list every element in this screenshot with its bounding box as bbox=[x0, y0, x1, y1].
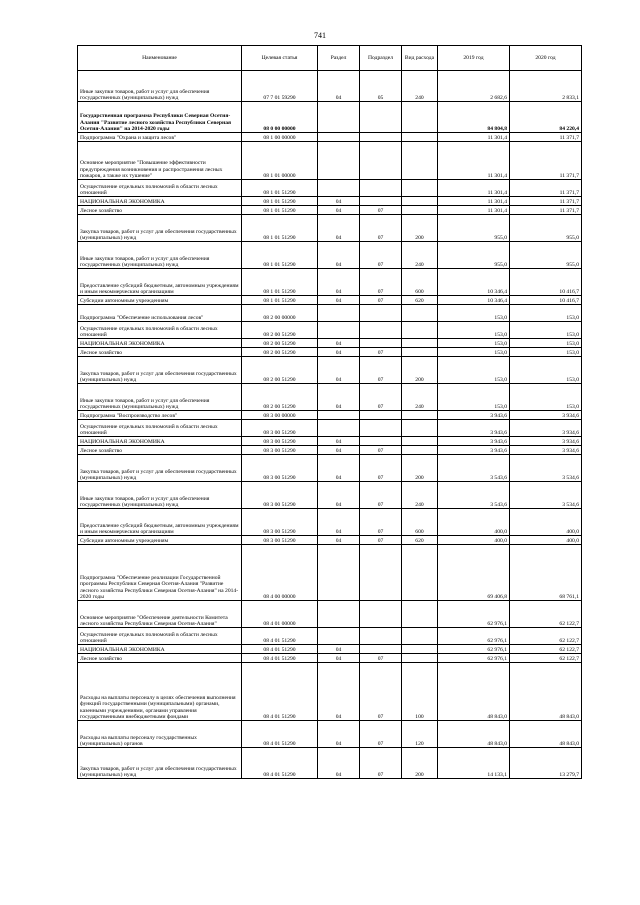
cell-podrazdel bbox=[360, 601, 402, 628]
cell-name: НАЦИОНАЛЬНАЯ ЭКОНОМИКА bbox=[78, 339, 242, 348]
cell-name: Лесное хозяйство bbox=[78, 654, 242, 663]
cell-podrazdel bbox=[360, 411, 402, 420]
table-row bbox=[78, 242, 582, 269]
cell-2019: 153,0 bbox=[438, 339, 510, 348]
cell-podrazdel: 07 bbox=[360, 357, 402, 384]
cell-razdel: 04 bbox=[318, 446, 360, 455]
cell-2020: 11 371,7 bbox=[510, 180, 582, 197]
cell-2020: 400,0 bbox=[510, 509, 582, 536]
cell-name: Лесное хозяйство bbox=[78, 348, 242, 357]
table-row bbox=[78, 420, 582, 437]
cell-name: Подпрограмма "Охрана и защита лесов" bbox=[78, 133, 242, 142]
cell-code: 08 1 01 51290 bbox=[242, 197, 318, 206]
cell-name: Основное мероприятие "Обеспечение деятельности Комитета лесного хозяйства Республики Северная Осетия-Алания" bbox=[78, 601, 242, 628]
cell-2020: 153,0 bbox=[510, 384, 582, 411]
cell-2019: 48 843,0 bbox=[438, 663, 510, 721]
cell-2019: 153,0 bbox=[438, 348, 510, 357]
cell-2020: 153,0 bbox=[510, 357, 582, 384]
cell-2020: 955,0 bbox=[510, 242, 582, 269]
cell-2019: 10 346,4 bbox=[438, 296, 510, 305]
cell-razdel bbox=[318, 628, 360, 645]
cell-podrazdel bbox=[360, 305, 402, 322]
table-row bbox=[78, 509, 582, 536]
cell-razdel: 04 bbox=[318, 242, 360, 269]
cell-2020: 10 416,7 bbox=[510, 296, 582, 305]
cell-2020: 3 934,6 bbox=[510, 420, 582, 437]
cell-vid bbox=[402, 102, 438, 133]
cell-2019: 69 406,8 bbox=[438, 545, 510, 601]
table-row bbox=[78, 482, 582, 509]
cell-code: 08 2 00 51290 bbox=[242, 322, 318, 339]
cell-name: Иные закупки товаров, работ и услуг для обеспечения государственных (муниципальных) нужд bbox=[78, 384, 242, 411]
table-row bbox=[78, 305, 582, 322]
header-2020: 2020 год bbox=[510, 46, 582, 71]
cell-2019: 153,0 bbox=[438, 384, 510, 411]
table-body bbox=[78, 71, 582, 779]
cell-2020: 153,0 bbox=[510, 322, 582, 339]
cell-name: Субсидии автономным учреждениям bbox=[78, 296, 242, 305]
cell-razdel bbox=[318, 322, 360, 339]
cell-2019: 11 301,4 bbox=[438, 142, 510, 180]
cell-razdel: 04 bbox=[318, 206, 360, 215]
cell-vid bbox=[402, 420, 438, 437]
cell-2020: 3 934,6 bbox=[510, 411, 582, 420]
cell-code: 08 1 00 00000 bbox=[242, 133, 318, 142]
table-row bbox=[78, 180, 582, 197]
cell-code: 08 1 01 00000 bbox=[242, 142, 318, 180]
cell-podrazdel: 07 bbox=[360, 446, 402, 455]
cell-2019: 955,0 bbox=[438, 242, 510, 269]
cell-podrazdel: 07 bbox=[360, 663, 402, 721]
cell-2019: 3 943,6 bbox=[438, 420, 510, 437]
table-row bbox=[78, 536, 582, 545]
cell-razdel: 04 bbox=[318, 197, 360, 206]
cell-razdel bbox=[318, 142, 360, 180]
table-row bbox=[78, 645, 582, 654]
cell-vid bbox=[402, 437, 438, 446]
cell-name: Закупка товаров, работ и услуг для обеспечения государственных (муниципальных) нужд bbox=[78, 455, 242, 482]
cell-2019: 11 301,4 bbox=[438, 206, 510, 215]
cell-podrazdel: 07 bbox=[360, 748, 402, 779]
table-row bbox=[78, 215, 582, 242]
table-row bbox=[78, 348, 582, 357]
cell-razdel bbox=[318, 133, 360, 142]
cell-code: 08 4 01 51290 bbox=[242, 748, 318, 779]
table-row bbox=[78, 269, 582, 296]
table-row bbox=[78, 102, 582, 133]
cell-2019: 10 346,4 bbox=[438, 269, 510, 296]
cell-podrazdel bbox=[360, 180, 402, 197]
cell-code: 08 3 00 51290 bbox=[242, 455, 318, 482]
cell-2020: 48 843,0 bbox=[510, 663, 582, 721]
cell-2020: 11 371,7 bbox=[510, 197, 582, 206]
cell-code: 08 4 01 51290 bbox=[242, 645, 318, 654]
cell-name: Иные закупки товаров, работ и услуг для обеспечения государственных (муниципальных) нужд bbox=[78, 242, 242, 269]
cell-podrazdel: 07 bbox=[360, 348, 402, 357]
cell-vid bbox=[402, 446, 438, 455]
cell-razdel: 04 bbox=[318, 645, 360, 654]
table-row bbox=[78, 663, 582, 721]
cell-2020: 400,0 bbox=[510, 536, 582, 545]
table-row bbox=[78, 601, 582, 628]
cell-name: Закупка товаров, работ и услуг для обеспечения государственных (муниципальных) нужд bbox=[78, 357, 242, 384]
cell-code: 08 1 01 51290 bbox=[242, 296, 318, 305]
cell-2019: 3 543,6 bbox=[438, 455, 510, 482]
cell-podrazdel bbox=[360, 322, 402, 339]
cell-code: 08 3 00 51290 bbox=[242, 446, 318, 455]
cell-code: 08 3 00 51290 bbox=[242, 437, 318, 446]
cell-podrazdel bbox=[360, 142, 402, 180]
cell-razdel: 04 bbox=[318, 357, 360, 384]
cell-code: 08 3 00 51290 bbox=[242, 536, 318, 545]
cell-razdel: 04 bbox=[318, 455, 360, 482]
cell-code: 08 1 01 51290 bbox=[242, 242, 318, 269]
cell-2019: 153,0 bbox=[438, 322, 510, 339]
cell-vid bbox=[402, 197, 438, 206]
cell-razdel: 04 bbox=[318, 536, 360, 545]
cell-2019: 62 976,1 bbox=[438, 645, 510, 654]
table-row bbox=[78, 721, 582, 748]
cell-code: 08 4 01 51290 bbox=[242, 628, 318, 645]
cell-podrazdel bbox=[360, 102, 402, 133]
table-header bbox=[78, 46, 582, 71]
table-row bbox=[78, 455, 582, 482]
cell-vid bbox=[402, 654, 438, 663]
cell-2020: 955,0 bbox=[510, 215, 582, 242]
cell-name: Подпрограмма "Обеспечение использования лесов" bbox=[78, 305, 242, 322]
cell-name: НАЦИОНАЛЬНАЯ ЭКОНОМИКА bbox=[78, 645, 242, 654]
cell-2020: 11 371,7 bbox=[510, 142, 582, 180]
cell-vid bbox=[402, 180, 438, 197]
cell-code: 08 2 00 51290 bbox=[242, 339, 318, 348]
cell-razdel bbox=[318, 180, 360, 197]
cell-name: Лесное хозяйство bbox=[78, 206, 242, 215]
cell-vid: 240 bbox=[402, 71, 438, 102]
cell-vid bbox=[402, 348, 438, 357]
table-row bbox=[78, 411, 582, 420]
table-row bbox=[78, 339, 582, 348]
cell-vid bbox=[402, 133, 438, 142]
cell-name: Иные закупки товаров, работ и услуг для обеспечения государственных (муниципальных) нужд bbox=[78, 482, 242, 509]
cell-code: 08 4 01 51290 bbox=[242, 721, 318, 748]
cell-name: Осуществление отдельных полномочий в области лесных отношений bbox=[78, 322, 242, 339]
cell-razdel: 04 bbox=[318, 748, 360, 779]
cell-code: 08 2 00 51290 bbox=[242, 384, 318, 411]
cell-name: Основное мероприятие "Повышение эффективности предупреждения возникновения и распространения лесных пожаров, а также их тушение" bbox=[78, 142, 242, 180]
cell-code: 08 3 00 51290 bbox=[242, 420, 318, 437]
cell-vid bbox=[402, 601, 438, 628]
cell-2019: 3 543,6 bbox=[438, 482, 510, 509]
cell-name: Закупка товаров, работ и услуг для обеспечения государственных (муниципальных) нужд bbox=[78, 215, 242, 242]
cell-name: Закупка товаров, работ и услуг для обеспечения государственных (муниципальных) нужд bbox=[78, 748, 242, 779]
cell-razdel: 04 bbox=[318, 71, 360, 102]
cell-podrazdel: 07 bbox=[360, 455, 402, 482]
cell-vid: 240 bbox=[402, 482, 438, 509]
table-row bbox=[78, 654, 582, 663]
cell-2020: 3 934,6 bbox=[510, 446, 582, 455]
table-row bbox=[78, 206, 582, 215]
table-row bbox=[78, 296, 582, 305]
cell-name: НАЦИОНАЛЬНАЯ ЭКОНОМИКА bbox=[78, 437, 242, 446]
cell-2020: 62 122,7 bbox=[510, 601, 582, 628]
cell-podrazdel bbox=[360, 197, 402, 206]
cell-code: 08 1 01 51290 bbox=[242, 180, 318, 197]
cell-code: 08 2 00 51290 bbox=[242, 348, 318, 357]
cell-2020: 68 761,1 bbox=[510, 545, 582, 601]
cell-razdel: 04 bbox=[318, 509, 360, 536]
cell-code: 08 0 00 00000 bbox=[242, 102, 318, 133]
cell-code: 07 7 01 59290 bbox=[242, 71, 318, 102]
cell-vid bbox=[402, 339, 438, 348]
cell-name: Подпрограмма "Воспроизводство лесов" bbox=[78, 411, 242, 420]
cell-razdel: 04 bbox=[318, 339, 360, 348]
cell-razdel: 04 bbox=[318, 721, 360, 748]
cell-2020: 3 934,6 bbox=[510, 437, 582, 446]
table-row bbox=[78, 197, 582, 206]
cell-vid: 100 bbox=[402, 663, 438, 721]
cell-code: 08 1 01 51290 bbox=[242, 206, 318, 215]
cell-2019: 3 943,6 bbox=[438, 446, 510, 455]
cell-2019: 153,0 bbox=[438, 305, 510, 322]
cell-code: 08 3 00 00000 bbox=[242, 411, 318, 420]
cell-razdel: 04 bbox=[318, 215, 360, 242]
table-row bbox=[78, 545, 582, 601]
budget-table bbox=[77, 45, 582, 779]
cell-2020: 10 416,7 bbox=[510, 269, 582, 296]
table-row bbox=[78, 384, 582, 411]
cell-razdel bbox=[318, 545, 360, 601]
cell-podrazdel bbox=[360, 420, 402, 437]
cell-name: НАЦИОНАЛЬНАЯ ЭКОНОМИКА bbox=[78, 197, 242, 206]
cell-2019: 3 943,6 bbox=[438, 437, 510, 446]
cell-razdel bbox=[318, 601, 360, 628]
cell-2020: 153,0 bbox=[510, 305, 582, 322]
header-2019: 2019 год bbox=[438, 46, 510, 71]
table-row bbox=[78, 628, 582, 645]
cell-2020: 3 534,6 bbox=[510, 455, 582, 482]
header-podrazdel: Подраздел bbox=[360, 46, 402, 71]
cell-podrazdel bbox=[360, 133, 402, 142]
cell-name: Предоставление субсидий бюджетным, автономным учреждениям и иным некоммерческим организациям bbox=[78, 509, 242, 536]
cell-name: Осуществление отдельных полномочий в области лесных отношений bbox=[78, 420, 242, 437]
cell-podrazdel bbox=[360, 645, 402, 654]
cell-razdel bbox=[318, 102, 360, 133]
cell-2020: 2 833,1 bbox=[510, 71, 582, 102]
header-name: Наименование bbox=[78, 46, 242, 71]
cell-podrazdel: 07 bbox=[360, 269, 402, 296]
cell-code: 08 2 00 00000 bbox=[242, 305, 318, 322]
cell-podrazdel: 05 bbox=[360, 71, 402, 102]
cell-name: Иные закупки товаров, работ и услуг для обеспечения государственных (муниципальных) нужд bbox=[78, 71, 242, 102]
cell-name: Подпрограмма "Обеспечение реализации Государственной программы Республики Северная Осетия-Алания "Развитие лесного хозяйства Республики Северная Осетия-Алания" на 2014-2020 годы bbox=[78, 545, 242, 601]
cell-2019: 62 976,1 bbox=[438, 601, 510, 628]
cell-code: 08 1 01 51290 bbox=[242, 215, 318, 242]
cell-vid bbox=[402, 411, 438, 420]
cell-vid: 200 bbox=[402, 357, 438, 384]
cell-2020: 11 371,7 bbox=[510, 133, 582, 142]
cell-2019: 955,0 bbox=[438, 215, 510, 242]
cell-2019: 11 301,4 bbox=[438, 197, 510, 206]
cell-razdel: 04 bbox=[318, 482, 360, 509]
cell-razdel bbox=[318, 305, 360, 322]
cell-razdel: 04 bbox=[318, 384, 360, 411]
cell-razdel: 04 bbox=[318, 663, 360, 721]
cell-vid bbox=[402, 628, 438, 645]
cell-name: Лесное хозяйство bbox=[78, 446, 242, 455]
cell-2019: 62 976,1 bbox=[438, 628, 510, 645]
cell-vid bbox=[402, 305, 438, 322]
cell-vid bbox=[402, 322, 438, 339]
cell-vid: 120 bbox=[402, 721, 438, 748]
header-razdel: Раздел bbox=[318, 46, 360, 71]
cell-code: 08 4 00 00000 bbox=[242, 545, 318, 601]
cell-2019: 84 804,8 bbox=[438, 102, 510, 133]
table-row bbox=[78, 322, 582, 339]
cell-2020: 13 279,7 bbox=[510, 748, 582, 779]
table-row bbox=[78, 357, 582, 384]
header-code: Целевая статья bbox=[242, 46, 318, 71]
cell-razdel bbox=[318, 411, 360, 420]
cell-2019: 2 682,6 bbox=[438, 71, 510, 102]
cell-razdel: 04 bbox=[318, 437, 360, 446]
cell-2020: 84 220,4 bbox=[510, 102, 582, 133]
cell-vid bbox=[402, 545, 438, 601]
cell-podrazdel bbox=[360, 628, 402, 645]
cell-name: Субсидии автономным учреждениям bbox=[78, 536, 242, 545]
cell-razdel: 04 bbox=[318, 269, 360, 296]
cell-razdel bbox=[318, 420, 360, 437]
cell-name: Государственная программа Республики Северная Осетия-Алания "Развитие лесного хозяйства Республики Северная Осетия-Алания" на 2014-2020 годы bbox=[78, 102, 242, 133]
cell-code: 08 4 01 51290 bbox=[242, 654, 318, 663]
cell-2019: 62 976,1 bbox=[438, 654, 510, 663]
cell-vid: 600 bbox=[402, 509, 438, 536]
cell-vid bbox=[402, 645, 438, 654]
cell-vid bbox=[402, 206, 438, 215]
cell-vid: 620 bbox=[402, 296, 438, 305]
table-row bbox=[78, 446, 582, 455]
cell-vid bbox=[402, 142, 438, 180]
cell-vid: 240 bbox=[402, 242, 438, 269]
cell-name: Осуществление отдельных полномочий в области лесных отношений bbox=[78, 180, 242, 197]
cell-podrazdel: 07 bbox=[360, 721, 402, 748]
table-row bbox=[78, 142, 582, 180]
cell-2019: 153,0 bbox=[438, 357, 510, 384]
cell-podrazdel bbox=[360, 437, 402, 446]
cell-2020: 62 122,7 bbox=[510, 628, 582, 645]
cell-2020: 3 534,6 bbox=[510, 482, 582, 509]
cell-2019: 11 301,4 bbox=[438, 133, 510, 142]
cell-code: 08 4 01 51290 bbox=[242, 663, 318, 721]
table-row bbox=[78, 71, 582, 102]
cell-2019: 400,0 bbox=[438, 509, 510, 536]
cell-vid: 200 bbox=[402, 748, 438, 779]
cell-name: Осуществление отдельных полномочий в области лесных отношений bbox=[78, 628, 242, 645]
cell-vid: 240 bbox=[402, 384, 438, 411]
cell-name: Расходы на выплаты персоналу в целях обеспечения выполнения функций государственными (муниципальными) органами, казенными учреждениями, органами управления государственными внебюджетными фондами bbox=[78, 663, 242, 721]
cell-2019: 400,0 bbox=[438, 536, 510, 545]
cell-podrazdel: 07 bbox=[360, 536, 402, 545]
cell-2020: 62 122,7 bbox=[510, 654, 582, 663]
cell-podrazdel: 07 bbox=[360, 206, 402, 215]
cell-podrazdel: 07 bbox=[360, 296, 402, 305]
cell-2019: 14 133,1 bbox=[438, 748, 510, 779]
cell-podrazdel: 07 bbox=[360, 509, 402, 536]
cell-razdel: 04 bbox=[318, 296, 360, 305]
cell-vid: 600 bbox=[402, 269, 438, 296]
table-row bbox=[78, 437, 582, 446]
cell-2020: 153,0 bbox=[510, 348, 582, 357]
cell-razdel: 04 bbox=[318, 654, 360, 663]
cell-razdel: 04 bbox=[318, 348, 360, 357]
cell-code: 08 1 01 51290 bbox=[242, 269, 318, 296]
cell-podrazdel: 07 bbox=[360, 215, 402, 242]
table-row bbox=[78, 748, 582, 779]
page-number: 741 bbox=[314, 31, 326, 40]
cell-code: 08 4 01 00000 bbox=[242, 601, 318, 628]
cell-podrazdel: 07 bbox=[360, 384, 402, 411]
header-vid: Вид расхода bbox=[402, 46, 438, 71]
cell-code: 08 3 00 51290 bbox=[242, 509, 318, 536]
cell-2020: 153,0 bbox=[510, 339, 582, 348]
cell-2019: 11 301,4 bbox=[438, 180, 510, 197]
cell-name: Предоставление субсидий бюджетным, автономным учреждениям и иным некоммерческим организациям bbox=[78, 269, 242, 296]
cell-name: Расходы на выплаты персоналу государственных (муниципальных) органов bbox=[78, 721, 242, 748]
cell-2020: 48 843,0 bbox=[510, 721, 582, 748]
cell-podrazdel: 07 bbox=[360, 482, 402, 509]
cell-2019: 48 843,0 bbox=[438, 721, 510, 748]
cell-podrazdel: 07 bbox=[360, 242, 402, 269]
cell-podrazdel bbox=[360, 339, 402, 348]
cell-vid: 200 bbox=[402, 215, 438, 242]
cell-2020: 11 371,7 bbox=[510, 206, 582, 215]
cell-podrazdel bbox=[360, 545, 402, 601]
cell-vid: 200 bbox=[402, 455, 438, 482]
cell-code: 08 2 00 51290 bbox=[242, 357, 318, 384]
cell-2020: 62 122,7 bbox=[510, 645, 582, 654]
cell-2019: 3 943,6 bbox=[438, 411, 510, 420]
cell-code: 08 3 00 51290 bbox=[242, 482, 318, 509]
cell-vid: 620 bbox=[402, 536, 438, 545]
cell-podrazdel: 07 bbox=[360, 654, 402, 663]
table-row bbox=[78, 133, 582, 142]
